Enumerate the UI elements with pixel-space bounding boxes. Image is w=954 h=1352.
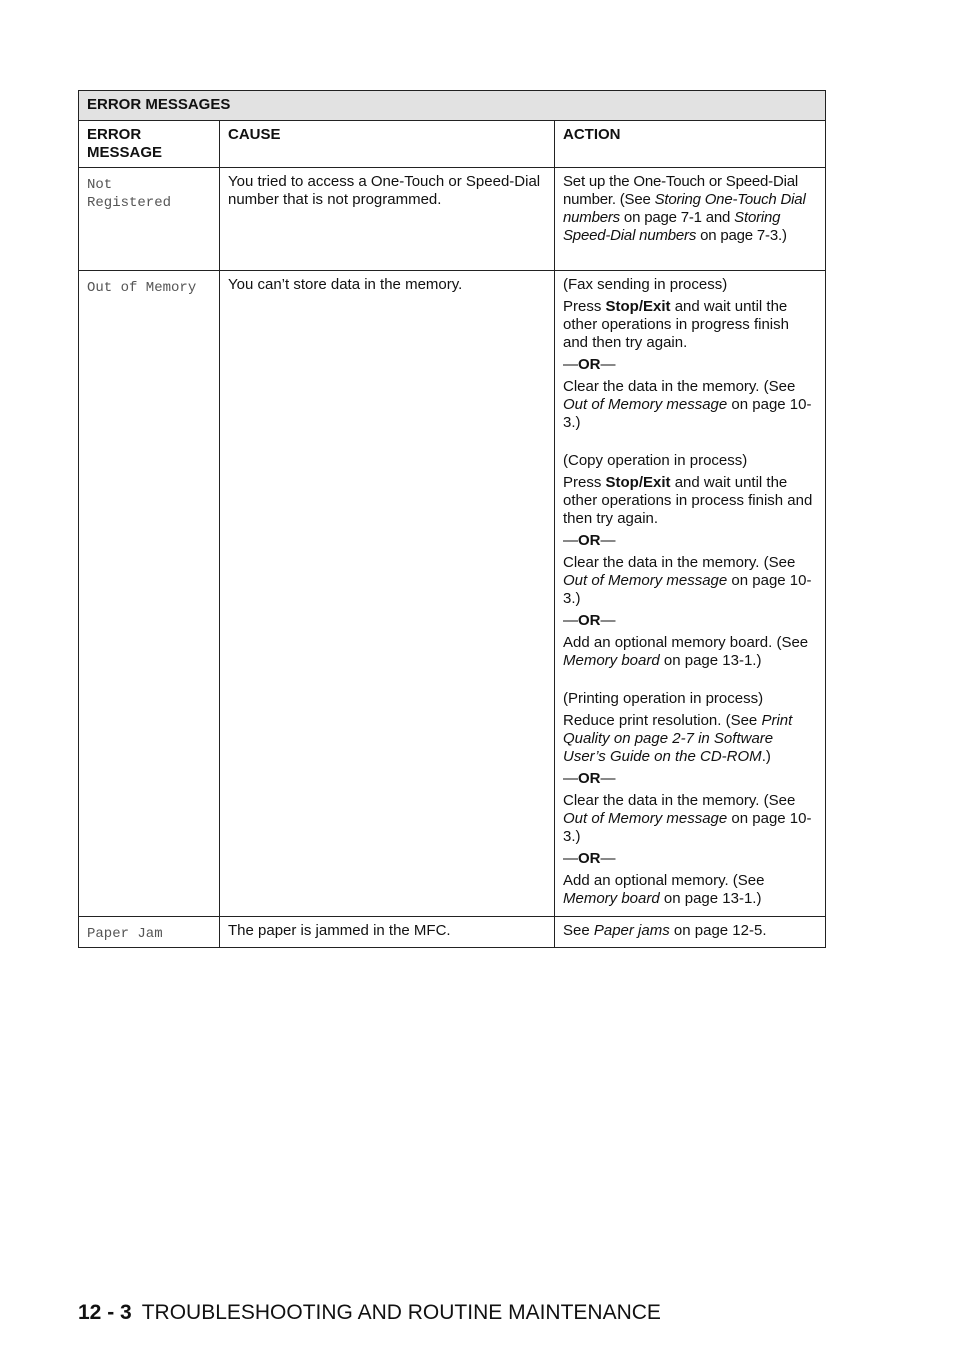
or-separator [563,356,817,374]
header-error-message-label: ERROR MESSAGE [87,126,163,161]
action-paragraph [563,792,817,846]
action-text-part: .) [761,748,771,765]
table-row [79,168,826,271]
action-text-part: Clear the data in the memory. (See [563,378,796,395]
action-text-part: Clear the data in the memory. (See [563,792,796,809]
action-paragraph [563,872,817,908]
table-row [79,271,826,917]
cross-reference: Storing One-Touch Dial numbers [563,191,806,226]
action-text-part: Reduce print resolution. (See [563,712,762,729]
action-text-part: on page 10-3.) [563,810,812,845]
or-dash: — [600,850,616,867]
stop-exit-key: Stop/Exit [605,474,671,491]
error-message-text: Paper Jam [87,926,163,942]
action-paragraph [563,634,817,670]
cross-reference: Paper jams [593,922,670,939]
or-separator [563,850,817,868]
or-dash: — [600,356,616,373]
action-text-part: and wait until the other operations in progress finish and then try again. [563,298,789,351]
action-text [555,917,825,944]
table-banner-row [79,91,826,121]
action-cell [555,271,826,917]
section-heading: (Copy operation in process) [563,452,748,469]
or-word: OR [578,612,601,629]
action-text-part: Set up the One-Touch or Speed-Dial number. (See [563,173,799,208]
or-dash: — [563,356,578,373]
header-action [555,121,826,168]
or-dash: — [563,850,578,867]
action-text-part: on page 10-3.) [563,396,812,431]
cause-cell [220,917,555,948]
action-text-part: Press [563,298,606,315]
table-title: ERROR MESSAGES [87,96,231,113]
error-cell [79,271,220,917]
action-text [555,168,825,253]
cross-reference: Memory board [563,652,660,669]
header-action-label: ACTION [563,126,621,143]
cross-reference: Out of Memory message [563,396,728,413]
cross-reference: Out of Memory message [563,810,728,827]
header-cause [220,121,555,168]
action-text-part: on page 10-3.) [563,572,812,607]
action-text-part: on page 7-3.) [696,227,787,244]
page-number: 12 - 3 [78,1301,132,1324]
spacer [563,432,817,452]
action-paragraph [563,554,817,608]
error-cell [79,917,220,948]
action-paragraph [563,378,817,432]
action-text-part: on page 13-1.) [659,652,762,669]
cause-text: You tried to access a One-Touch or Speed-Dial number that is not programmed. [228,173,541,208]
table-banner [79,91,826,121]
stop-exit-key: Stop/Exit [605,298,671,315]
action-cell [555,168,826,271]
action-text-part: See [563,922,594,939]
action-text-part: on page 13-1.) [659,890,762,907]
action-text-part: Add an optional memory. (See [563,872,765,889]
or-dash: — [563,532,578,549]
error-message-text: Out of Memory [87,280,197,296]
or-dash: — [563,770,578,787]
or-word: OR [578,532,601,549]
or-dash: — [600,770,616,787]
cause-text: The paper is jammed in the MFC. [228,922,451,939]
or-separator [563,612,817,630]
cross-reference: Memory board [563,890,660,907]
action-text-part: on page 7-1 and [619,209,735,226]
action-paragraph [563,712,817,766]
or-separator [563,532,817,550]
action-paragraph [563,298,817,352]
or-word: OR [578,356,601,373]
action-text-part: Add an optional memory board. (See [563,634,809,651]
action-cell [555,917,826,948]
chapter-title: TROUBLESHOOTING AND ROUTINE MAINTENANCE [141,1301,661,1324]
action-text-part: and wait until the other operations in process finish and then try again. [563,474,813,527]
error-messages-table [78,90,826,948]
spacer [563,670,817,690]
header-cause-label: CAUSE [228,126,281,143]
action-paragraph [563,474,817,528]
or-dash: — [563,612,578,629]
or-dash: — [600,532,616,549]
or-dash: — [600,612,616,629]
cause-cell [220,168,555,271]
error-message-text: Not Registered [87,177,172,211]
cause-cell [220,271,555,917]
action-text-part: on page 12-5. [669,922,767,939]
table-header-row [79,121,826,168]
header-error-message [79,121,220,168]
table-row [79,917,826,948]
section-heading: (Fax sending in process) [563,276,728,293]
cross-reference: Out of Memory message [563,572,728,589]
cause-text: You can’t store data in the memory. [228,276,463,293]
action-text-part: Clear the data in the memory. (See [563,554,796,571]
action-text [555,271,825,916]
error-cell [79,168,220,271]
section-heading: (Printing operation in process) [563,690,764,707]
or-word: OR [578,850,601,867]
or-separator [563,770,817,788]
cross-reference: Print Quality on page 2-7 in Software User’s Guide on the CD-ROM [563,712,793,765]
or-word: OR [578,770,601,787]
cross-reference: Storing Speed-Dial numbers [563,209,781,244]
action-text-part: Press [563,474,606,491]
page-footer [78,1300,661,1326]
